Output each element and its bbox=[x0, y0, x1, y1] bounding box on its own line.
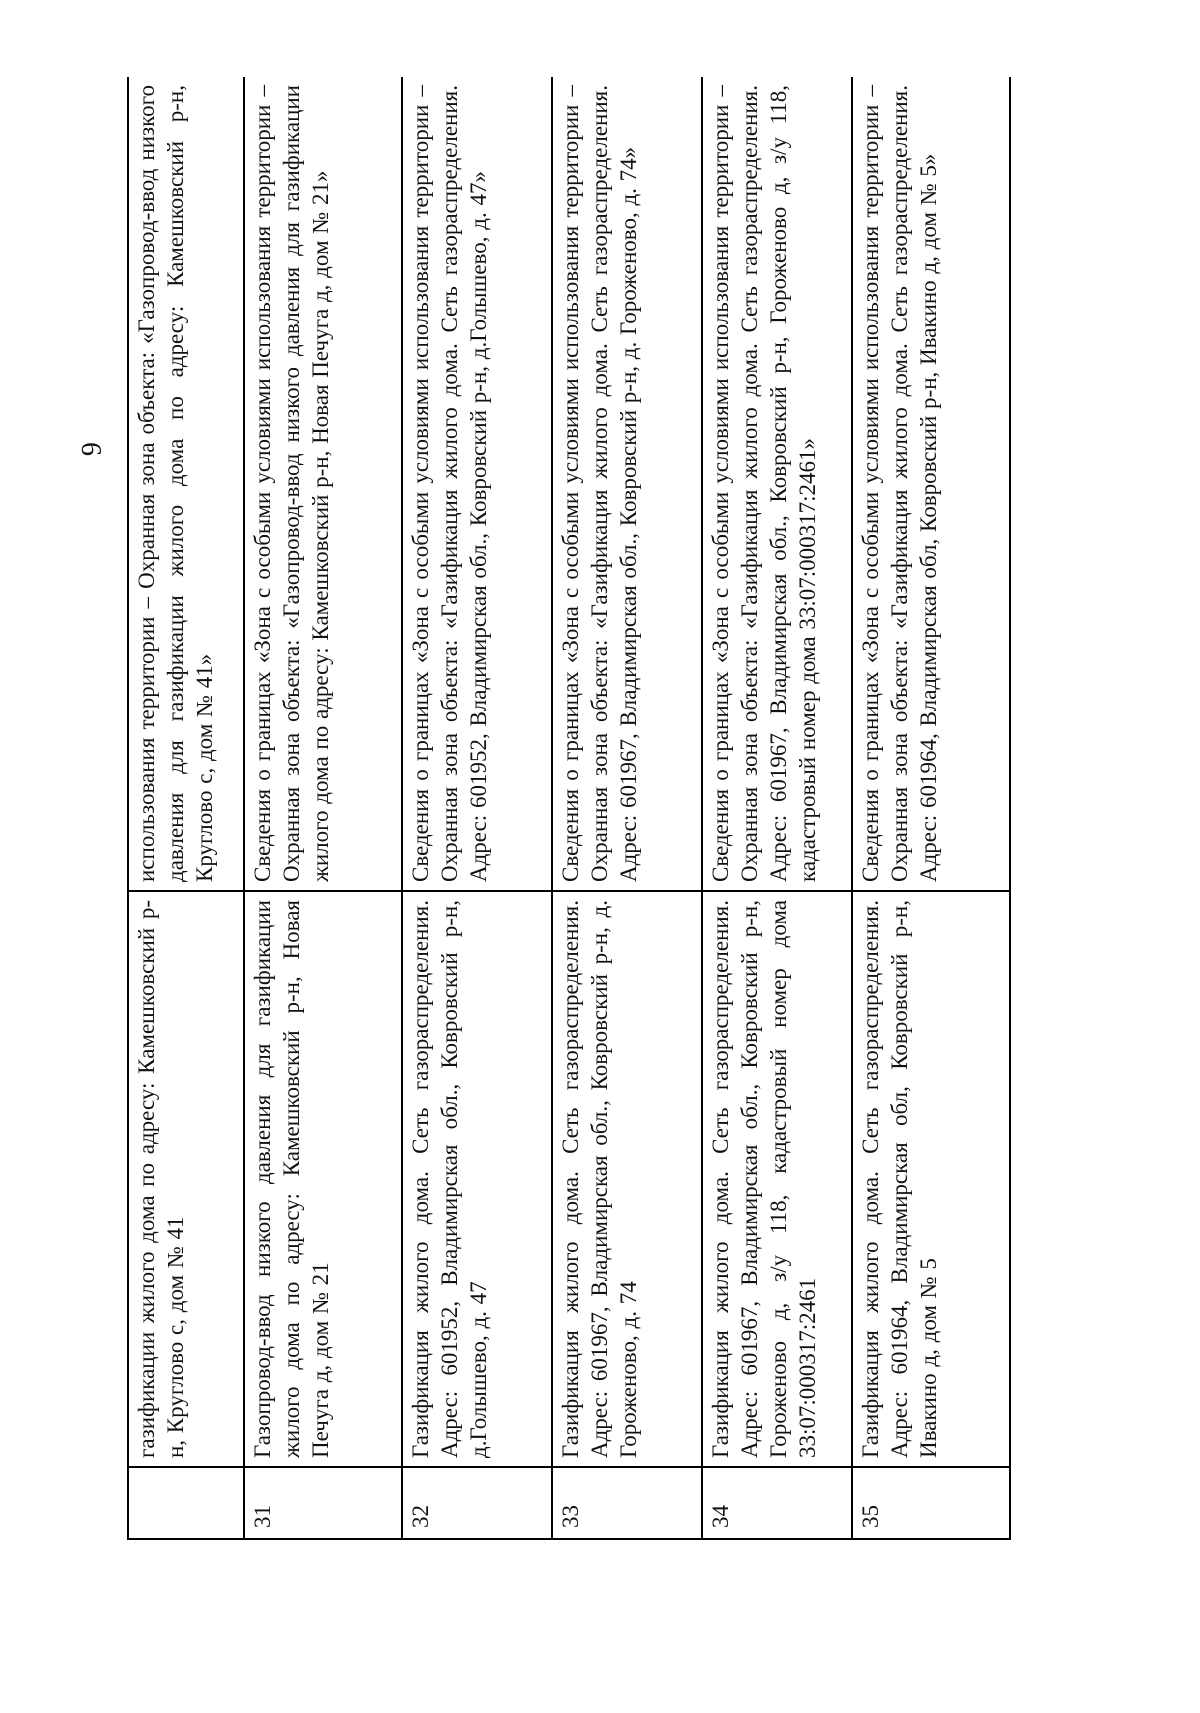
zone-info-cell: Сведения о границах «Зона с особыми условиями использования территории – Охранная зона объекта: «Газопровод-ввод низкого давления для газификации жилого дома по адресу: Камешковский р-н, Новая Печуга д, дом № 21» bbox=[244, 77, 402, 891]
zone-info-cell: Сведения о границах «Зона с особыми условиями использования территории – Охранная зона объекта: «Газификация жилого дома. Сеть газораспределения. Адрес: 601952, Владимирская обл., Ковровский р-н, д.Голышево, д. 47» bbox=[402, 77, 552, 891]
row-number: 33 bbox=[552, 1467, 702, 1539]
table-row bbox=[552, 77, 702, 1539]
row-number: 35 bbox=[852, 1467, 1010, 1539]
table-row bbox=[244, 77, 402, 1539]
page-number: 6 bbox=[75, 442, 106, 456]
table-row bbox=[852, 77, 1010, 1539]
object-name-cell: Газификация жилого дома. Сеть газораспределения. Адрес: 601967, Владимирская обл., Ковровский р-н, Гороженово д, з/у 118, кадастровый номер дома 33:07:000317:2461 bbox=[702, 891, 852, 1467]
zone-info-cell: Сведения о границах «Зона с особыми условиями использования территории – Охранная зона объекта: «Газификация жилого дома. Сеть газораспределения. Адрес: 601964, Владимирская обл, Ковровский р-н, Ивакино д, дом № 5» bbox=[852, 77, 1010, 891]
row-number: 31 bbox=[244, 1467, 402, 1539]
zones-table bbox=[127, 77, 1011, 1540]
zone-info-cell: использования территории – Охранная зона объекта: «Газопровод-ввод низкого давления для газификации жилого дома по адресу: Камешковский р-н, Круглово с, дом № 41» bbox=[128, 77, 244, 891]
zone-info-cell: Сведения о границах «Зона с особыми условиями использования территории – Охранная зона объекта: «Газификация жилого дома. Сеть газораспределения. Адрес: 601967, Владимирская обл., Ковровский р-н, Гороженово д, з/у 118, кадастровый номер дома 33:07:000317:2461» bbox=[702, 77, 852, 891]
zone-info-cell: Сведения о границах «Зона с особыми условиями использования территории – Охранная зона объекта: «Газификация жилого дома. Сеть газораспределения. Адрес: 601967, Владимирская обл., Ковровский р-н, д. Гороженово, д. 74» bbox=[552, 77, 702, 891]
object-name-cell: Газификация жилого дома. Сеть газораспределения. Адрес: 601952, Владимирская обл., Ковровский р-н, д.Голышево, д. 47 bbox=[402, 891, 552, 1467]
rotated-table-container bbox=[127, 77, 1053, 1540]
row-number: 34 bbox=[702, 1467, 852, 1539]
table-row bbox=[402, 77, 552, 1539]
row-number: 32 bbox=[402, 1467, 552, 1539]
object-name-cell: Газификация жилого дома. Сеть газораспределения. Адрес: 601964, Владимирская обл, Ковровский р-н, Ивакино д, дом № 5 bbox=[852, 891, 1010, 1467]
table-row bbox=[128, 77, 244, 1539]
row-number bbox=[128, 1467, 244, 1539]
object-name-cell: Газопровод-ввод низкого давления для газификации жилого дома по адресу: Камешковский р-н, Новая Печуга д, дом № 21 bbox=[244, 891, 402, 1467]
table-frame bbox=[127, 77, 1053, 1540]
object-name-cell: Газификация жилого дома. Сеть газораспределения. Адрес: 601967, Владимирская обл., Ковровский р-н, д. Гороженово, д. 74 bbox=[552, 891, 702, 1467]
object-name-cell: газификации жилого дома по адресу: Камешковский р-н, Круглово с, дом № 41 bbox=[128, 891, 244, 1467]
table-row bbox=[702, 77, 852, 1539]
